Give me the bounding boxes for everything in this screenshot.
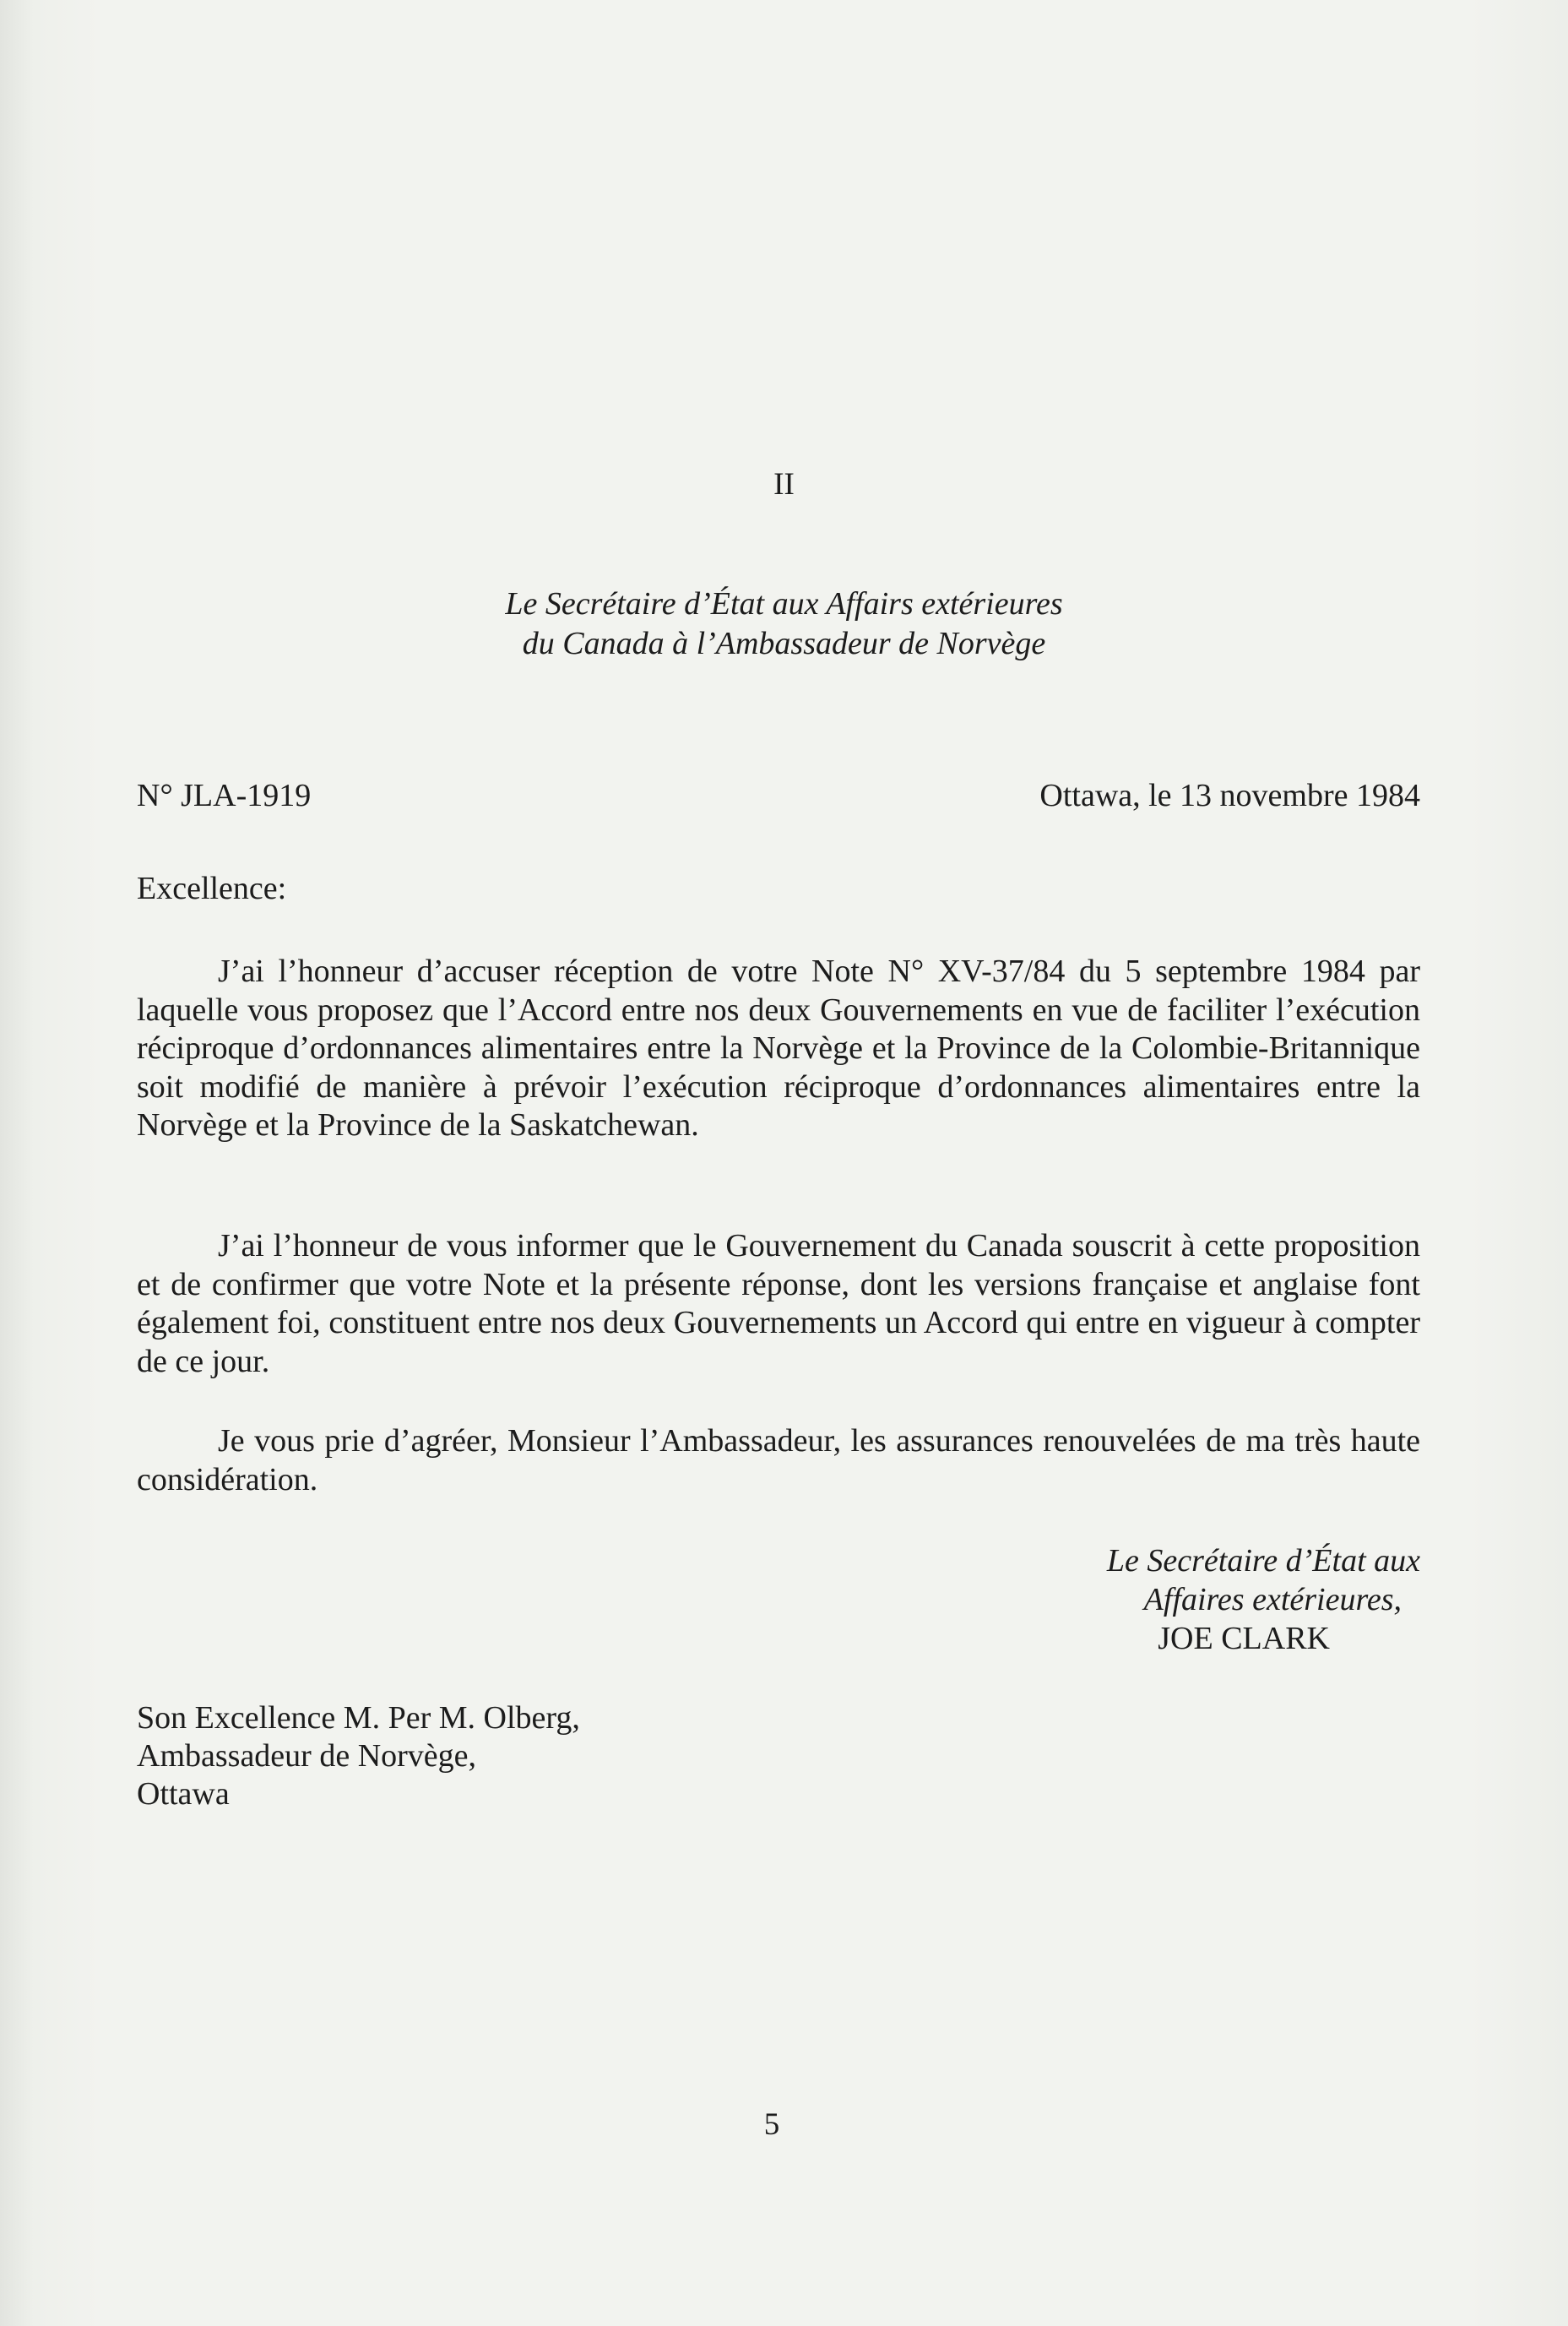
addressee-line-2: Ambassadeur de Norvège, [137, 1738, 477, 1774]
heading-line-2: du Canada à l’Ambassadeur de Norvège [522, 626, 1046, 661]
heading-line-1: Le Secrétaire d’État aux Affairs extérieures [505, 586, 1063, 622]
reference-number: N° JLA-1919 [137, 778, 312, 813]
signature-title-line-1: Le Secrétaire d’État aux [1106, 1543, 1420, 1579]
body-paragraph-3: Je vous prie d’agréer, Monsieur l’Ambassadeur, les assurances renouvelées de ma très haute considération. [137, 1423, 1420, 1497]
salutation: Excellence: [137, 871, 287, 906]
body-paragraph-1: J’ai l’honneur d’accuser réception de votre Note N° XV-37/84 du 5 septembre 1984 par laquelle vous proposez que l’Accord entre nos deux Gouvernements en vue de faciliter l’exécution réciproque d’ordonnances alimentaires entre la Norvège et la Province de la Colombie-Britannique soit modifié de manière à prévoir l’exécution réciproque d’ordonnances alimentaires entre la Norvège et la Province de la Saskatchewan. [137, 954, 1420, 1143]
letter-heading [0, 584, 1568, 664]
signature-title-line-2: Affaires extérieures, [1143, 1582, 1402, 1617]
signature-block [929, 1541, 1420, 1658]
page-number: 5 [763, 2107, 780, 2142]
place-date: Ottawa, le 13 novembre 1984 [1039, 778, 1420, 813]
addressee-block [137, 1699, 580, 1813]
body-paragraph-2: J’ai l’honneur de vous informer que le Gouvernement du Canada souscrit à cette proposition et de confirmer que votre Note et la présente réponse, dont les versions française et anglaise font également foi, constituent entre nos deux Gouvernements un Accord qui entre en vigueur à compter de ce jour. [137, 1228, 1420, 1379]
section-number: II [773, 467, 795, 502]
addressee-line-3: Ottawa [137, 1776, 230, 1812]
addressee-line-1: Son Excellence M. Per M. Olberg, [137, 1700, 580, 1736]
signature-name: JOE CLARK [1158, 1621, 1330, 1656]
